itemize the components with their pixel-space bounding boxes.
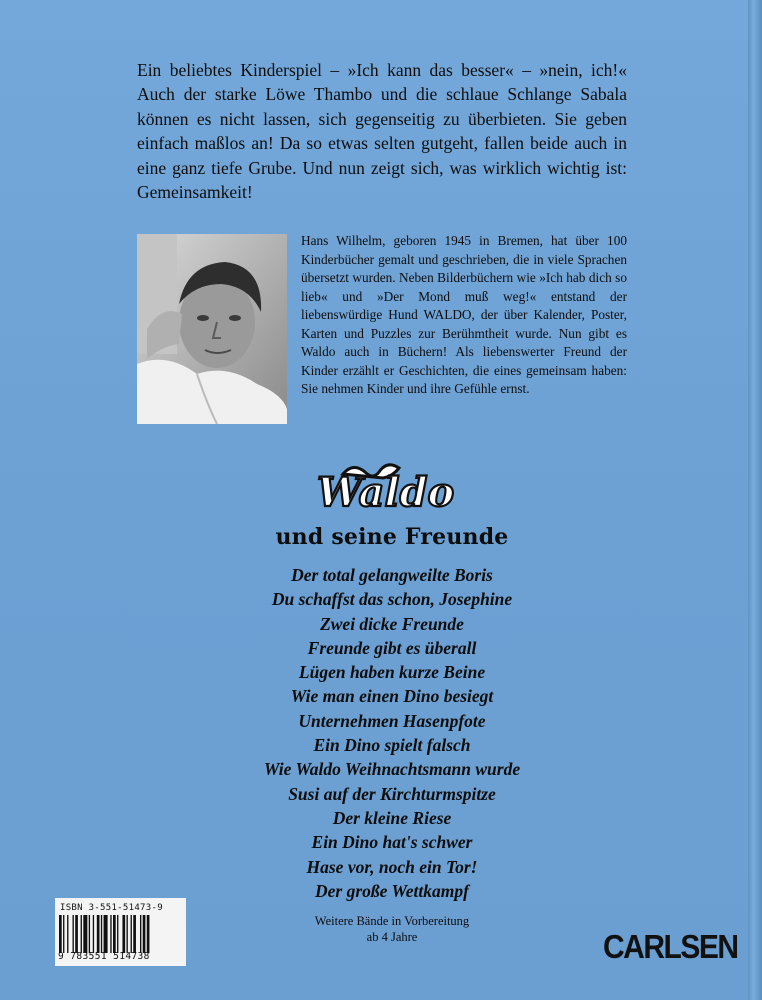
author-bio: Hans Wilhelm, geboren 1945 in Bremen, hat über 100 Kinderbücher gemalt und geschrieben, die in viele Sprachen übersetzt wurden. Neben Bilderbüchern wie »Ich hab dich so lieb« und »Der Mond muß weg!« entstand der liebenswürdige Hund WALDO, der über Kalender, Poster, Karten und Puzzles zur Berühmtheit wurde. Nun gibt es Waldo auch in Büchern! Als liebenswerter Freund der Kinder erzählt er Geschichten, die eines gemeinsam haben: Sie nehmen Kinder und ihre Gefühle ernst. [301, 233, 627, 396]
list-item: Freunde gibt es überall [307, 637, 477, 658]
list-item: Ein Dino spielt falsch [313, 735, 471, 756]
author-photo [137, 234, 287, 424]
list-item: Wie Waldo Weihnachtsmann wurde [263, 759, 521, 780]
waldo-logo [313, 458, 473, 520]
list-item: Du schaffst das schon, Josephine [271, 589, 513, 610]
list-item: Lügen haben kurze Beine [298, 662, 486, 683]
list-item: Ein Dino hat's schwer [311, 832, 473, 853]
publisher-logo: CARLSEN [603, 929, 738, 967]
list-item: Der kleine Riese [332, 807, 452, 828]
series-subtitle: und seine Freunde [275, 524, 509, 550]
age-text: ab 4 Jahre [366, 930, 418, 944]
series-title-list [0, 563, 762, 903]
list-item: Der große Wettkampf [315, 880, 469, 901]
blurb-text: Ein beliebtes Kinderspiel – »Ich kann das besser« – »nein, ich!« Auch der starke Löwe Thambo und die schlaue Schlange Sabala können es nicht lassen, sich gegenseitig zu überbieten. Sie geben einfach maßlos an! Da so etwas selten gutgeht, fallen beide auch in eine ganz tiefe Grube. Und nun zeigt sich, was wirklich wichtig ist: Gemeinsamkeit! [137, 60, 627, 203]
list-item: Hase vor, noch ein Tor! [306, 856, 478, 877]
list-item: Susi auf der Kirchturmspitze [288, 783, 496, 804]
isbn-label: ISBN 3-551-51473-9 [60, 903, 163, 913]
list-item: Unternehmen Hasenpfote [298, 710, 486, 731]
svg-text:Waldo: Waldo [317, 469, 455, 516]
barcode-digits: 9 783551 514738 [58, 951, 150, 962]
more-volumes-text: Weitere Bände in Vorbereitung [314, 914, 470, 928]
list-item: Wie man einen Dino besiegt [290, 686, 494, 707]
list-item: Zwei dicke Freunde [320, 613, 464, 634]
list-item: Der total gelangweilte Boris [291, 565, 493, 585]
